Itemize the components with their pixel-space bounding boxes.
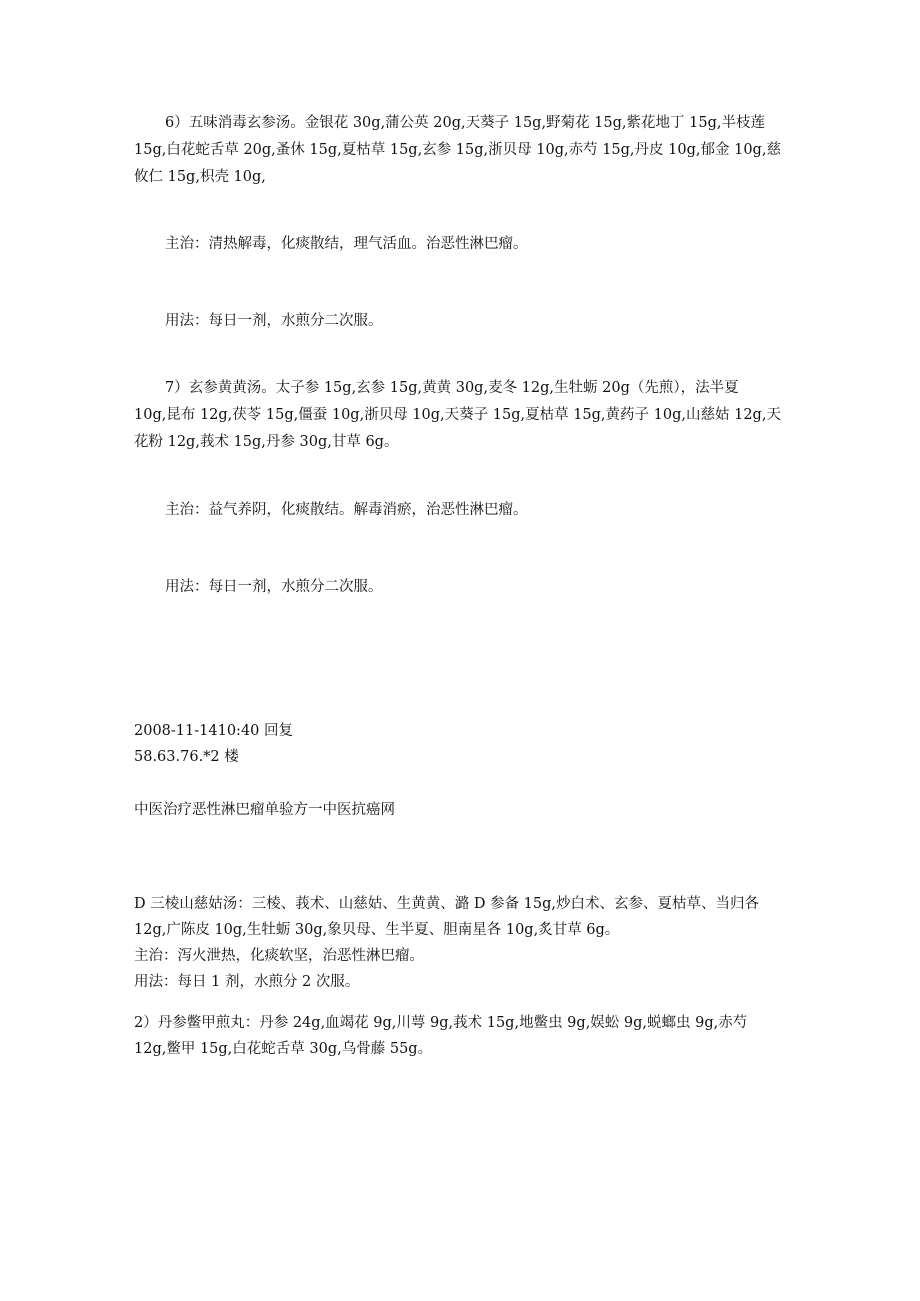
formula-6-usage: 用法：每日一剂，水煎分二次服。 (165, 313, 383, 329)
formula-2-paragraph (134, 1010, 786, 1062)
post-timestamp: 2008-11-1410:40 回复 (134, 723, 293, 739)
formula-6-line: 攸仁 15g,枳壳 10g, (134, 169, 266, 185)
formula-7-usage: 用法：每日一剂，水煎分二次服。 (165, 579, 383, 595)
formula-7-paragraph (134, 375, 786, 456)
formula-7-indication: 主治：益气养阴，化痰散结。解毒消瘀，治恶性淋巴瘤。 (165, 502, 528, 518)
formula-d-indication: 主治：泻火泄热，化痰软坚，治恶性淋巴瘤。 (134, 948, 424, 964)
formula-2-line: 2）丹参鳖甲煎丸：丹参 24g,血竭花 9g,川萼 9g,莪术 15g,地鳖虫 9g,娱蚣 9g,蜕螂虫 9g,赤芍 (134, 1015, 748, 1031)
formula-d-line: D 三棱山慈姑汤：三棱、莪术、山慈姑、生黄黄、潞 D 参备 15g,炒白术、玄参、夏枯草、当归各 (134, 896, 760, 912)
formula-6-indication: 主治：清热解毒，化痰散结，理气活血。治恶性淋巴瘤。 (165, 236, 528, 252)
formula-d-paragraph (134, 891, 786, 995)
formula-d-line: 12g,广陈皮 10g,生牡蛎 30g,象贝母、生半夏、胆南星各 10g,炙甘草 6g。 (134, 922, 620, 938)
formula-6-paragraph (134, 110, 786, 191)
formula-7-line: 7）玄参黄黄汤。太子参 15g,玄参 15g,黄黄 30g,麦冬 12g,生牡蛎 20g（先煎），法半夏 (165, 380, 739, 396)
formula-6-line: 6）五味消毒玄参汤。金银花 30g,蒲公英 20g,天葵子 15g,野菊花 15g,紫花地丁 15g,半枝莲 (165, 115, 765, 131)
post-floor: 58.63.76.*2 楼 (134, 749, 239, 765)
post-title: 中医治疗恶性淋巴瘤单验方一中医抗癌网 (134, 802, 395, 818)
formula-d-usage: 用法：每日 1 剂，水煎分 2 次服。 (134, 974, 360, 990)
formula-2-line: 12g,鳖甲 15g,白花蛇舌草 30g,乌骨藤 55g。 (134, 1041, 433, 1057)
formula-7-line: 花粉 12g,莪术 15g,丹参 30g,甘草 6g。 (134, 434, 399, 450)
formula-6-line: 15g,白花蛇舌草 20g,蚤休 15g,夏枯草 15g,玄参 15g,浙贝母 10g,赤芍 15g,丹皮 10g,郁金 10g,慈 (134, 142, 781, 158)
formula-7-line: 10g,昆布 12g,茯苓 15g,僵蚕 10g,浙贝母 10g,天葵子 15g,夏枯草 15g,黄药子 10g,山慈姑 12g,天 (134, 407, 781, 423)
